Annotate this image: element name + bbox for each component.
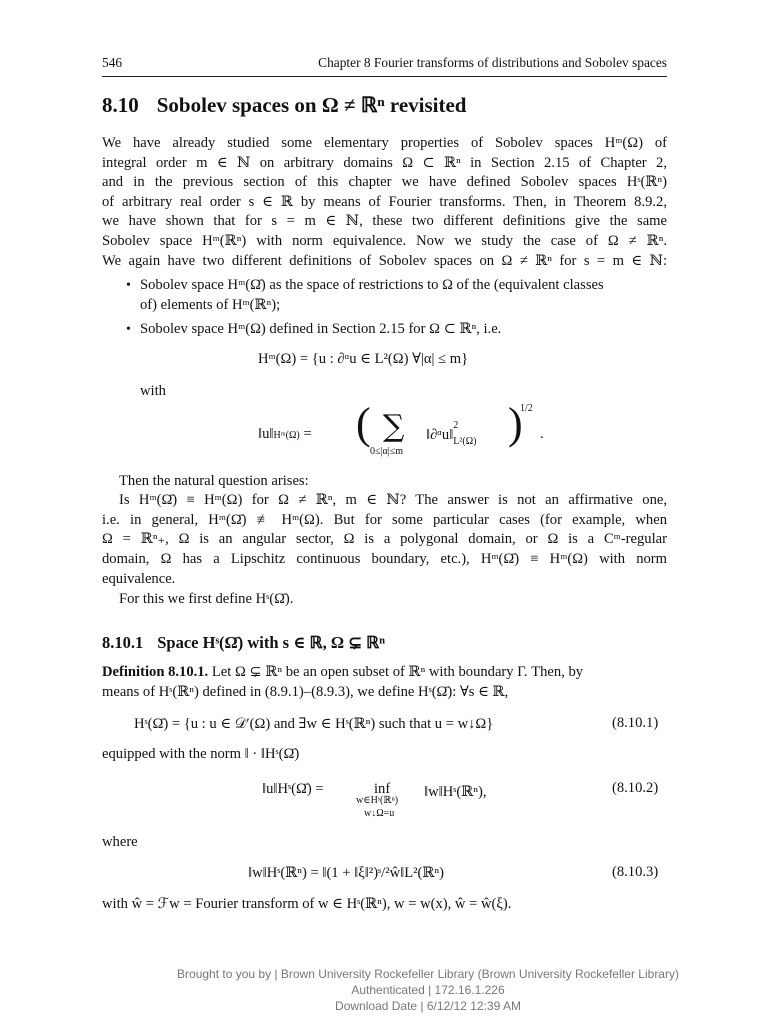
where-label: where xyxy=(102,834,138,850)
intro-paragraph xyxy=(102,134,667,271)
subsection-title: Space Hˢ(Ω̄) with s ∈ ℝ, Ω ⊊ ℝⁿ xyxy=(157,633,385,652)
with-label: with xyxy=(140,383,166,399)
section-heading xyxy=(102,93,466,118)
subsection-heading xyxy=(102,633,385,653)
bullet-2-line-1: Sobolev space Hᵐ(Ω) defined in Section 2.15 for Ω ⊂ ℝⁿ, i.e. xyxy=(140,321,502,337)
question-line: Is Hᵐ(Ω̄) ≡ Hᵐ(Ω) for Ω ≠ ℝⁿ, m ∈ ℕ? The answer is not an affirmative one, xyxy=(119,492,667,508)
inf-subscript-2: w↓Ω=u xyxy=(364,808,395,819)
definition-line-2: means of Hˢ(ℝⁿ) defined in (8.9.1)–(8.9.3), we define Hˢ(Ω̄): ∀s ∈ ℝ, xyxy=(102,684,509,700)
bullet-dot: • xyxy=(126,322,131,337)
bullet-1-line-1: Sobolev space Hᵐ(Ω̄) as the space of restrictions to Ω of the (equivalent classes xyxy=(140,277,604,293)
final-line: with ŵ = ℱw = Fourier transform of w ∈ Hˢ(ℝⁿ), w = w(x), ŵ = ŵ(ξ). xyxy=(102,896,512,912)
bullet-dot: • xyxy=(126,278,131,293)
question-line: domain, Ω has a Lipschitz continuous boundary, etc.), Hᵐ(Ω̄) ≡ Hᵐ(Ω) with norm xyxy=(102,551,667,567)
equation-number-8-10-1: (8.10.1) xyxy=(612,715,659,731)
intro-line: We again have two different definitions of Sobolev spaces on Ω ≠ ℝⁿ for s = m ∈ ℕ: xyxy=(102,252,667,269)
intro-line: we have shown that for s = m ∈ ℕ, these two different definitions give the same xyxy=(102,213,667,230)
section-number: 8.10 xyxy=(102,93,139,117)
equation-number-8-10-2: (8.10.2) xyxy=(612,780,659,796)
equation-8-10-2-rhs: ‖w‖Hˢ(ℝⁿ), xyxy=(424,784,487,800)
equation-8-10-1: Hˢ(Ω̄) = {u : u ∈ 𝒟′(Ω) and ∃w ∈ Hˢ(ℝⁿ) such that u = w↓Ω} xyxy=(134,716,494,732)
sum-range: 0≤|α|≤m xyxy=(370,446,403,457)
sum-symbol: ∑ xyxy=(383,409,405,444)
section-title: Sobolev spaces on Ω ≠ ℝⁿ revisited xyxy=(156,93,467,117)
norm-lhs: ‖u‖Hᵐ(Ω) = xyxy=(258,426,312,442)
question-line: For this we first define Hˢ(Ω̄). xyxy=(119,591,294,607)
intro-line: We have already studied some elementary properties of Sobolev spaces Hᵐ(Ω) of xyxy=(102,135,667,151)
intro-line: and in the previous section of this chapter we have defined Sobolev spaces Hˢ(ℝⁿ) xyxy=(102,174,667,191)
page-number: 546 xyxy=(102,55,123,70)
norm-period: . xyxy=(540,426,544,442)
bullet-1-line-2: of) elements of Hᵐ(ℝⁿ); xyxy=(140,297,281,313)
intro-line: integral order m ∈ ℕ on arbitrary domains Ω ⊂ ℝⁿ in Section 2.15 of Chapter 2, xyxy=(102,154,667,171)
intro-line: of arbitrary real order s ∈ ℝ by means of Fourier transforms. Then, in Theorem 8.9.2, xyxy=(102,193,667,210)
left-paren: ( xyxy=(356,399,371,448)
question-line: i.e. in general, Hᵐ(Ω̄) ≢ Hᵐ(Ω). But for some particular cases (for example, when xyxy=(102,512,667,528)
equation-8-10-2-lhs: ‖u‖Hˢ(Ω̄) = xyxy=(262,781,324,797)
right-paren: ) xyxy=(508,399,523,448)
footer-line-2: Authenticated | 172.16.1.226 xyxy=(351,983,505,997)
subsection-number: 8.10.1 xyxy=(102,633,144,652)
running-title: Chapter 8 Fourier transforms of distributions and Sobolev spaces xyxy=(318,55,667,70)
inf-subscript-1: w∈Hˢ(ℝⁿ) xyxy=(356,795,399,806)
question-line: equivalence. xyxy=(102,571,176,587)
equation-number-8-10-3: (8.10.3) xyxy=(612,864,659,880)
equipped-line: equipped with the norm ‖ · ‖Hˢ(Ω̄) xyxy=(102,746,300,762)
definition-line-1: Definition 8.10.1. Let Ω ⊊ ℝⁿ be an open subset of ℝⁿ with boundary Γ. Then, by xyxy=(102,664,584,680)
footer-line-3: Download Date | 6/12/12 12:39 AM xyxy=(335,999,521,1013)
question-line: Ω = ℝⁿ₊, Ω is an angular sector, Ω is a polygonal domain, or Ω is a Cᵐ-regular xyxy=(102,531,667,547)
header-rule xyxy=(102,76,667,77)
norm-power: 1/2 xyxy=(520,403,533,414)
norm-term: ‖∂ᵅu‖ 2 L²(Ω) xyxy=(426,420,477,447)
definition-label: Definition 8.10.1. xyxy=(102,664,209,680)
inf-label: inf xyxy=(374,781,391,797)
question-intro: Then the natural question arises: xyxy=(119,473,309,489)
equation-8-10-3: ‖w‖Hˢ(ℝⁿ) = ‖(1 + ‖ξ‖²)ˢ/²ŵ‖L²(ℝⁿ) xyxy=(248,865,444,881)
intro-line: Sobolev space Hᵐ(ℝⁿ) with norm equivalence. Now we study the case of Ω ≠ ℝⁿ. xyxy=(102,232,667,249)
footer-line-1: Brought to you by | Brown University Rockefeller Library (Brown University Rockefeller Library) xyxy=(177,967,679,981)
equation-hm-definition: Hᵐ(Ω) = {u : ∂ᵅu ∈ L²(Ω) ∀|α| ≤ m} xyxy=(258,351,469,367)
